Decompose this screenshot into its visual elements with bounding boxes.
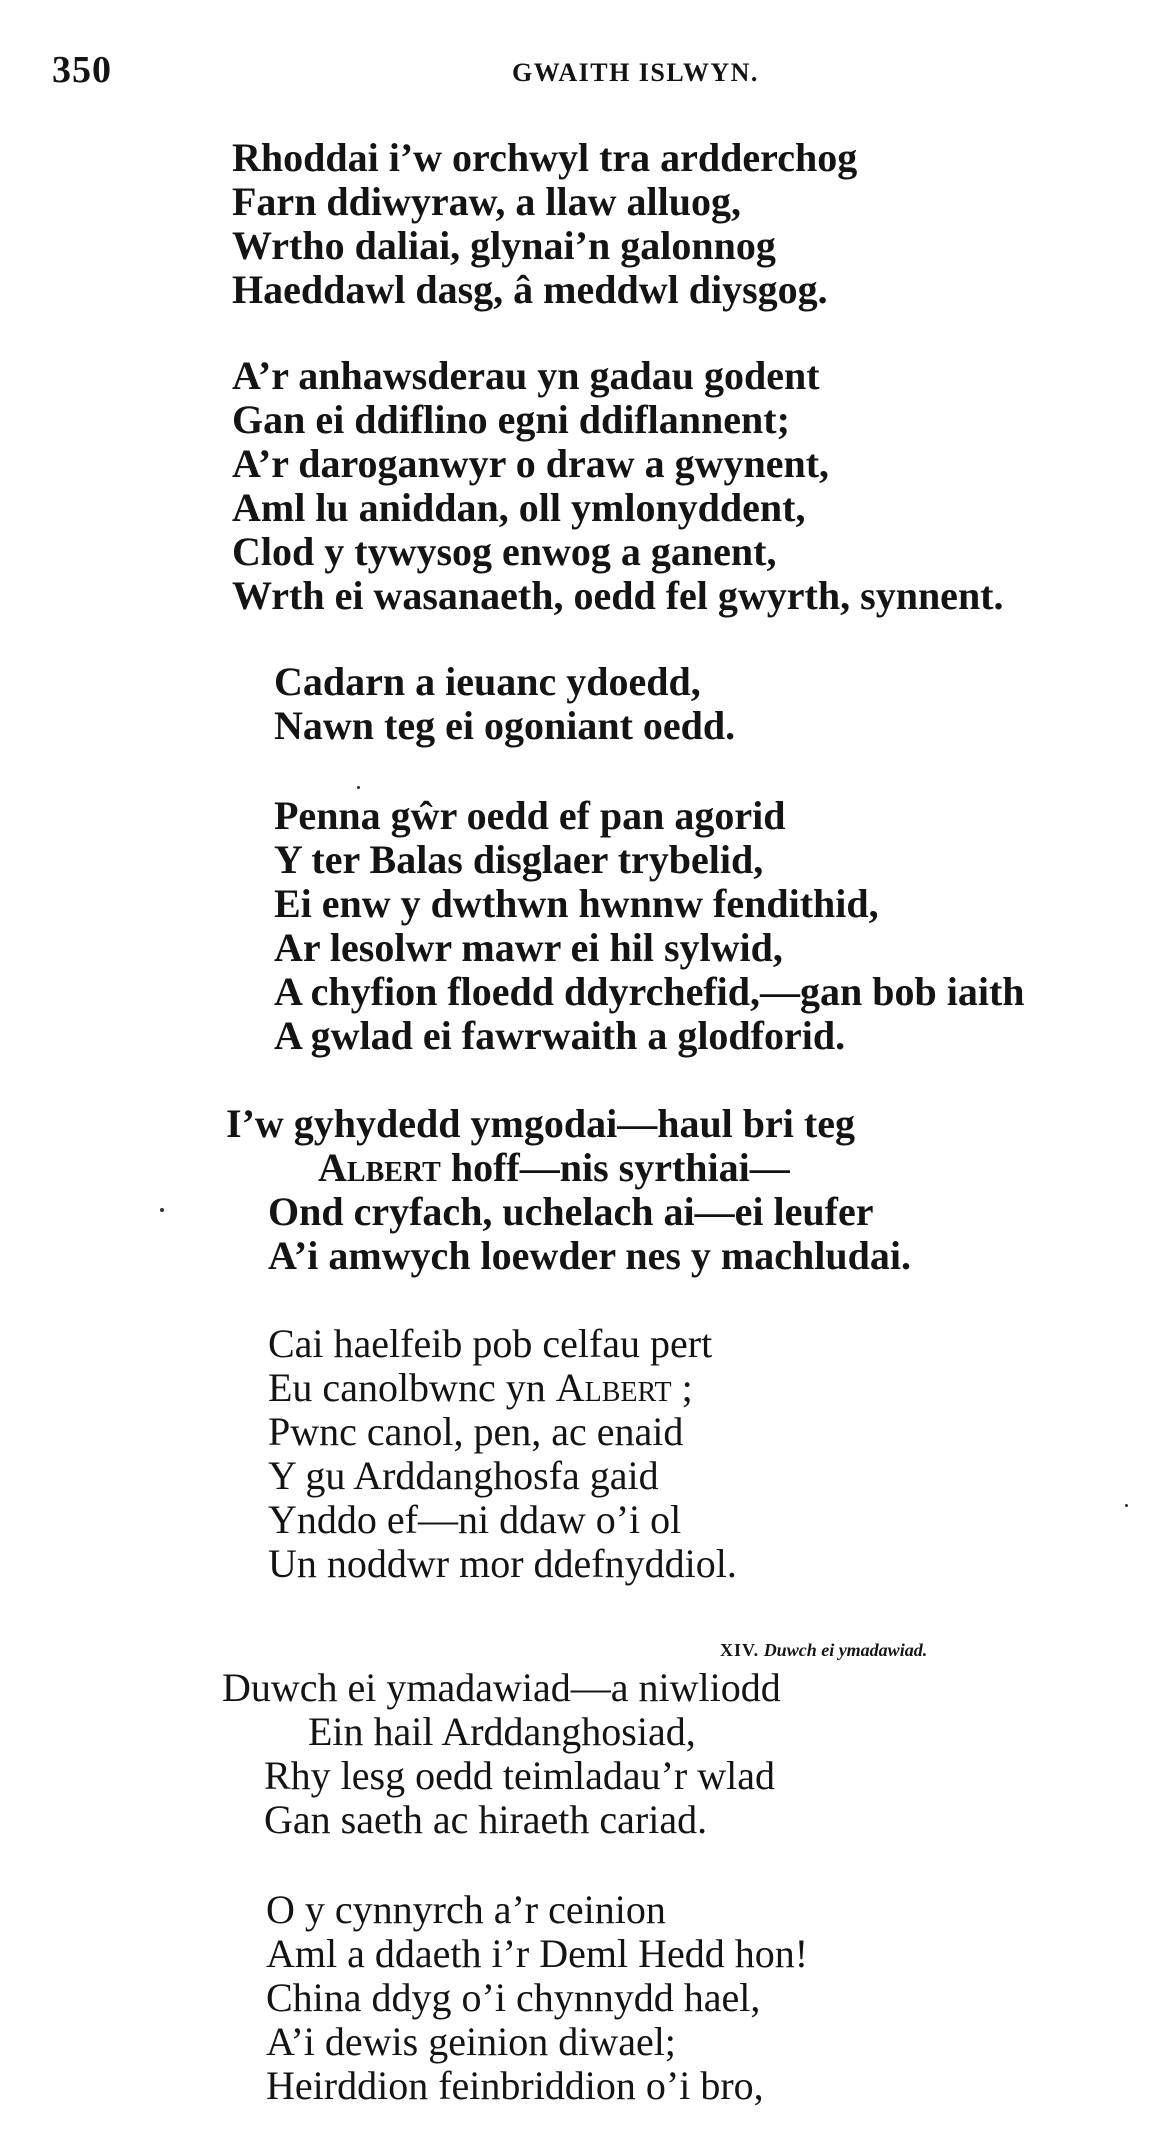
name-albert: Albert	[318, 1145, 441, 1190]
section-header	[720, 1640, 927, 1661]
verse-line: Y ter Balas disglaer trybelid,	[274, 837, 764, 882]
verse-line: Aml a ddaeth i’r Deml Hedd hon!	[266, 1931, 809, 1976]
verse-line: Gan saeth ac hiraeth cariad.	[264, 1797, 708, 1842]
verse-line: Un noddwr mor ddefnyddiol.	[268, 1541, 737, 1586]
stanza-8	[266, 1888, 808, 2108]
scan-speck	[160, 1208, 164, 1212]
verse-line: Clod y tywysog enwog a ganent,	[232, 529, 777, 574]
verse-line: Rhoddai i’w orchwyl tra ardderchog	[232, 135, 858, 180]
section-number: XIV.	[720, 1640, 760, 1660]
stanza-3	[274, 660, 735, 748]
verse-line-text: ;	[671, 1365, 693, 1410]
running-title: GWAITH ISLWYN.	[512, 58, 759, 87]
verse-line: Farn ddiwyraw, a llaw alluog,	[232, 179, 741, 224]
verse-line: Cadarn a ieuanc ydoedd,	[274, 659, 701, 704]
verse-line: Ar lesolwr mawr ei hil sylwid,	[274, 925, 783, 970]
verse-line: Y gu Arddanghosfa gaid	[268, 1453, 659, 1498]
verse-line: Pwnc canol, pen, ac enaid	[268, 1409, 684, 1454]
stanza-1	[232, 136, 857, 312]
verse-line: A’i dewis geinion diwael;	[266, 2019, 676, 2064]
verse-line: A chyfion floedd ddyrchefid,—gan bob iaith	[274, 969, 1025, 1014]
verse-line: Gan ei ddiflino egni ddiflannent;	[232, 397, 790, 442]
verse-line: Rhy lesg oedd teimladau’r wlad	[264, 1753, 775, 1798]
verse-line-text: hoff—nis syrthiai—	[450, 1145, 790, 1190]
verse-line: I’w gyhydedd ymgodai—haul bri teg	[226, 1101, 855, 1146]
stanza-5	[226, 1102, 911, 1278]
stanza-2	[232, 354, 1004, 618]
section-title: Duwch ei ymadawiad.	[763, 1640, 928, 1660]
page-number: 350	[52, 49, 112, 91]
verse-line: A’r anhawsderau yn gadau godent	[232, 353, 820, 398]
verse-line: Aml lu aniddan, oll ymlonyddent,	[232, 485, 806, 530]
verse-line: A’i amwych loewder nes y machludai.	[268, 1233, 911, 1278]
verse-line: China ddyg o’i chynnydd hael,	[266, 1975, 761, 2020]
verse-line: Cai haelfeib pob celfau pert	[268, 1321, 713, 1366]
verse-line: Ond cryfach, uchelach ai—ei leufer	[268, 1189, 874, 1234]
verse-line: Wrtho daliai, glynai’n galonnog	[232, 223, 776, 268]
verse-line: Nawn teg ei ogoniant oedd.	[274, 703, 736, 748]
name-albert: Albert	[555, 1365, 672, 1410]
verse-line: O y cynnyrch a’r ceinion	[266, 1887, 666, 1932]
verse-line: Haeddawl dasg, â meddwl diysgog.	[232, 267, 828, 312]
verse-line: Ynddo ef—ni ddaw o’i ol	[268, 1497, 682, 1542]
verse-line: Ein hail Arddanghosiad,	[308, 1709, 696, 1754]
stanza-6	[268, 1322, 737, 1586]
verse-line	[226, 1146, 911, 1190]
verse-line: Heirddion feinbriddion o’i bro,	[266, 2063, 764, 2108]
verse-line: A’r daroganwyr o draw a gwynent,	[232, 441, 830, 486]
stanza-7	[222, 1666, 781, 1842]
scan-speck	[357, 786, 360, 789]
verse-line: Wrth ei wasanaeth, oedd fel gwyrth, synnent.	[232, 573, 1004, 618]
verse-line: Penna gŵr oedd ef pan agorid	[274, 793, 786, 838]
stanza-4	[274, 794, 1025, 1058]
verse-line: Duwch ei ymadawiad—a niwliodd	[222, 1665, 781, 1710]
verse-line: A gwlad ei fawrwaith a glodforid.	[274, 1013, 846, 1058]
verse-line: Ei enw y dwthwn hwnnw fendithid,	[274, 881, 879, 926]
verse-line-text: Eu canolbwnc yn	[268, 1365, 556, 1410]
scan-speck	[1125, 1504, 1128, 1507]
verse-line	[268, 1366, 737, 1410]
